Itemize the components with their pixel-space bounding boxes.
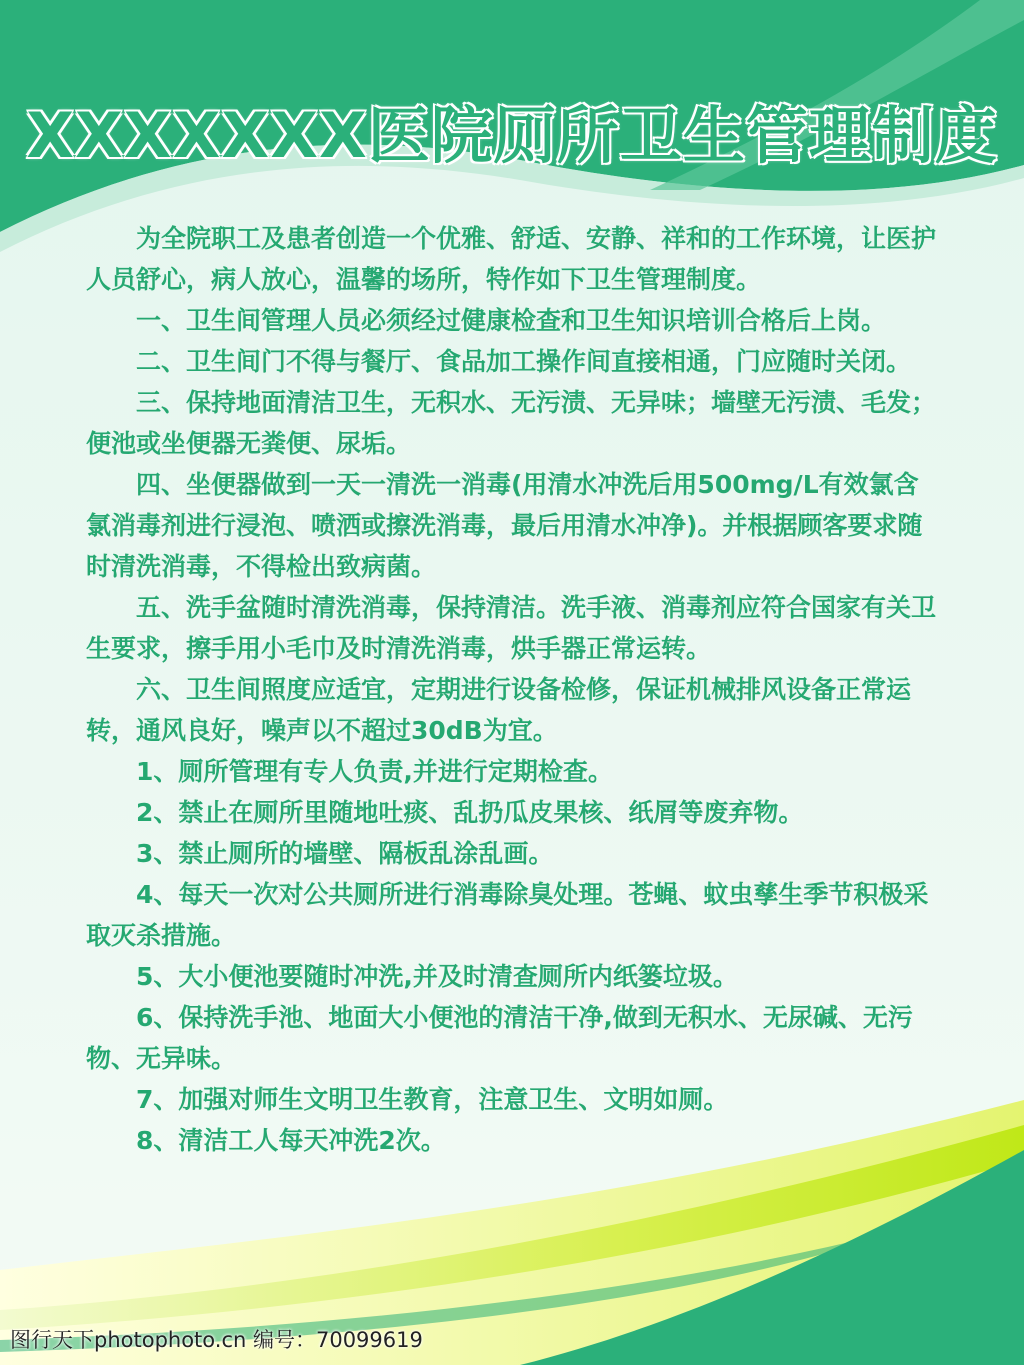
numbered-item: 2、禁止在厕所里随地吐痰、乱扔瓜皮果核、纸屑等废弃物。 [136,798,804,827]
numbered-item: 7、加强对师生文明卫生教育，注意卫生、文明如厕。 [136,1085,729,1114]
numbered-item: 5、大小便池要随时冲洗,并及时清查厕所内纸篓垃圾。 [136,962,738,991]
numbered-item: 3、禁止厕所的墙壁、隔板乱涂乱画。 [136,839,554,868]
numbered-item: 1、厕所管理有专人负责,并进行定期检查。 [136,757,613,786]
numbered-item: 8、清洁工人每天冲洗2次。 [136,1126,446,1155]
rule-paragraph: 五、洗手盆随时清洗消毒，保持清洁。洗手液、消毒剂应符合国家有关卫生要求，擦手用小毛巾及时清洗消毒，烘手器正常运转。 [86,593,937,663]
rule-paragraph: 二、卫生间门不得与餐厅、食品加工操作间直接相通，门应随时关闭。 [136,347,912,376]
rule-paragraph: 六、卫生间照度应适宜，定期进行设备检修，保证机械排风设备正常运转，通风良好，噪声以不超过30dB为宜。 [86,675,912,745]
intro-paragraph: 为全院职工及患者创造一个优雅、舒适、安静、祥和的工作环境，让医护人员舒心，病人放心，温馨的场所，特作如下卫生管理制度。 [86,224,937,294]
numbered-item: 4、每天一次对公共厕所进行消毒除臭处理。苍蝇、蚊虫孳生季节积极采取灭杀措施。 [86,880,929,950]
page-title: XXXXXXX医院厕所卫生管理制度 [26,99,998,172]
rule-paragraph: 四、坐便器做到一天一清洗一消毒(用清水冲洗后用500mg/L有效氯含氯消毒剂进行浸泡、喷洒或擦洗消毒，最后用清水冲净)。并根据顾客要求随时清洗消毒，不得检出致病菌。 [86,470,923,581]
rule-paragraph: 一、卫生间管理人员必须经过健康检查和卫生知识培训合格后上岗。 [136,306,887,335]
rule-paragraph: 三、保持地面清洁卫生，无积水、无污渍、无异味；墙壁无污渍、毛发；便池或坐便器无粪便、尿垢。 [86,388,937,458]
numbered-item: 6、保持洗手池、地面大小便池的清洁干净,做到无积水、无尿碱、无污物、无异味。 [86,1003,913,1073]
watermark-footer: 图行天下photophoto.cn 编号：70099619 [10,1328,423,1352]
regulation-body [86,218,942,1161]
